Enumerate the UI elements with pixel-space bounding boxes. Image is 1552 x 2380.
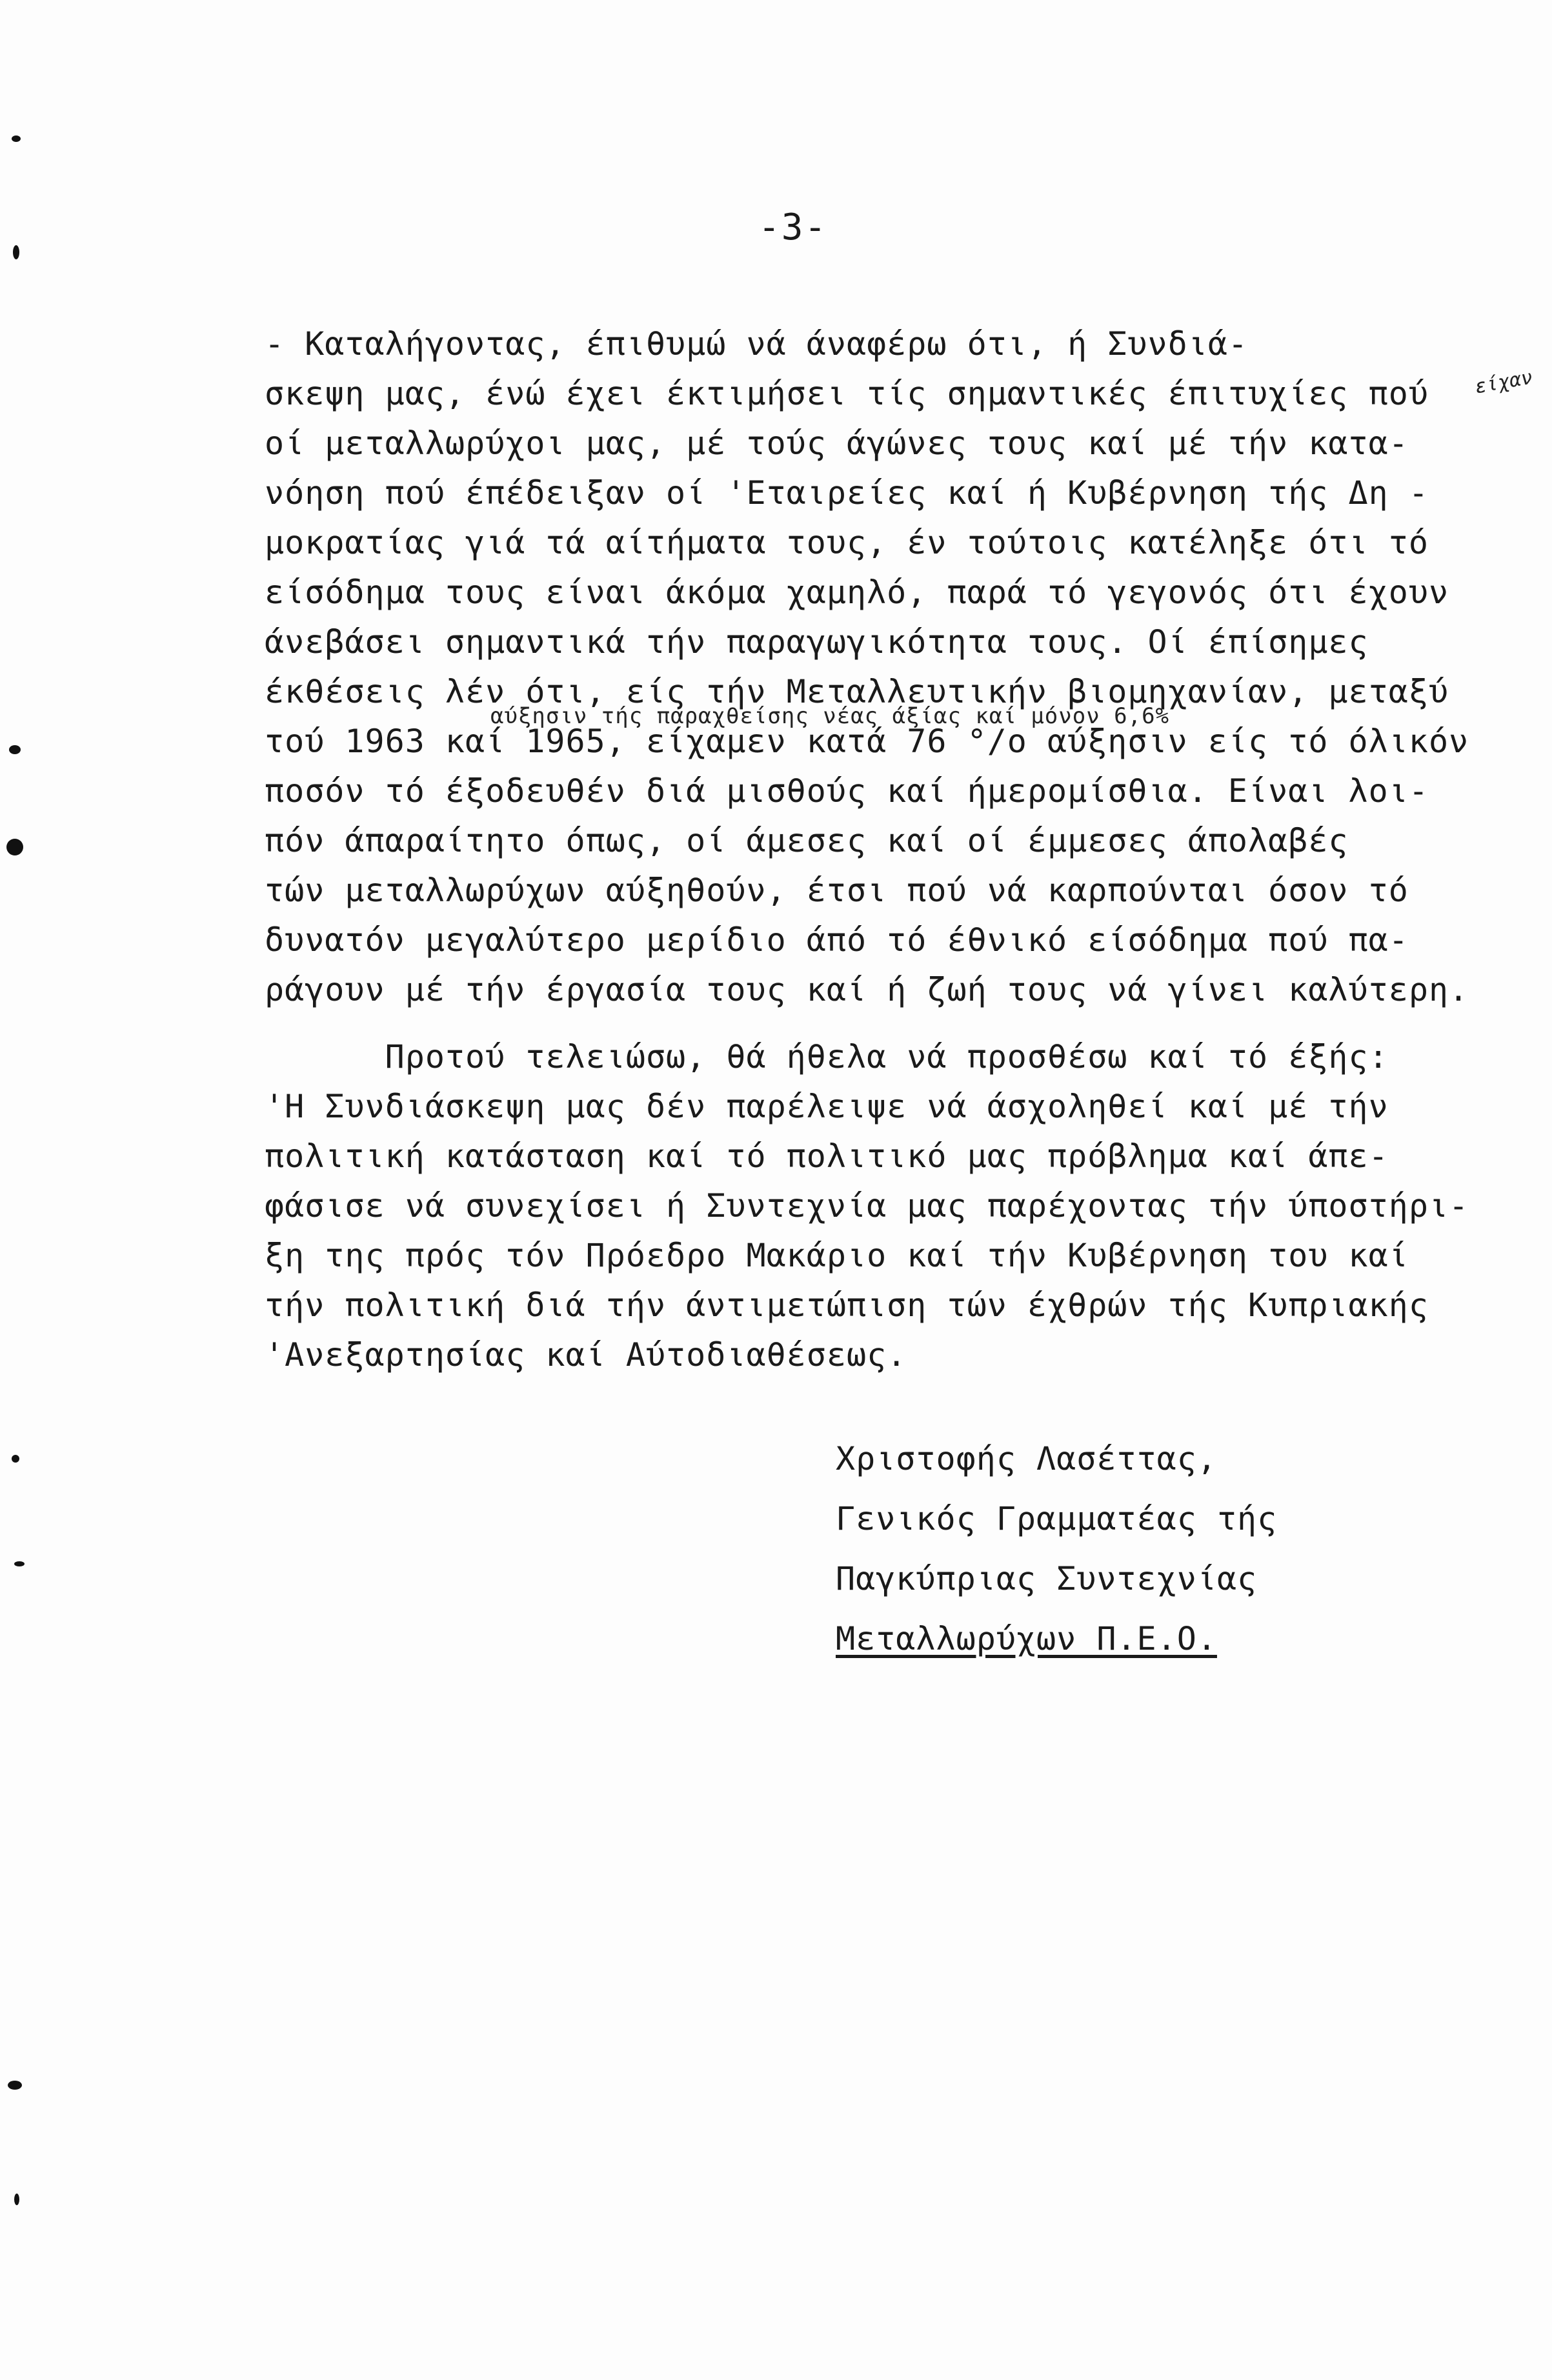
paragraph-line: τών μεταλλωρύχων αύξηθούν, έτσι πού νά καρπούνται όσον τό	[265, 872, 1409, 909]
scan-speck	[13, 245, 19, 259]
paragraph-line: φάσισε νά συνεχίσει ή Συντεχνία μας παρέχοντας τήν ύποστήρι-	[265, 1187, 1469, 1225]
paragraph-line: - Καταλήγοντας, έπιθυμώ νά άναφέρω ότι, ή Συνδιά-	[265, 325, 1249, 363]
paragraph-line: είσόδημα τους είναι άκόμα χαμηλό, παρά τό γεγονός ότι έχουν	[265, 574, 1449, 611]
signatory-title: Γενικός Γραμματέας τής	[836, 1500, 1278, 1537]
scan-speck	[9, 745, 21, 754]
paragraph-line: 'Ανεξαρτησίας καί Αύτοδιαθέσεως.	[265, 1336, 907, 1374]
interlinear-insertion: αύξησιν τής παραχθείσης νέας άξίας καί μόνον 6,6%	[490, 703, 1170, 729]
paragraph-line: Προτού τελειώσω, θά ήθελα νά προσθέσω καί τό έξής:	[265, 1038, 1389, 1075]
signatory-name: Χριστοφής Λασέττας,	[836, 1440, 1217, 1477]
scan-speck	[12, 1455, 19, 1463]
scan-speck	[14, 1561, 25, 1566]
paragraph-line: μοκρατίας γιά τά αίτήματα τους, έν τούτοις κατέληξε ότι τό	[265, 524, 1429, 561]
scan-speck	[8, 2081, 22, 2090]
paragraph-line: οί μεταλλωρύχοι μας, μέ τούς άγώνες τους καί μέ τήν κατα-	[265, 425, 1409, 462]
paragraph-line: πόν άπαραίτητο όπως, οί άμεσες καί οί έμμεσες άπολαβές	[265, 822, 1349, 859]
scan-speck	[6, 839, 23, 855]
paragraph-line: 'Η Συνδιάσκεψη μας δέν παρέλειψε νά άσχοληθεί καί μέ τήν	[265, 1088, 1389, 1125]
paragraph-line: τήν πολιτική διά τήν άντιμετώπιση τών έχθρών τής Κυπριακής	[265, 1286, 1429, 1324]
paragraph-line: τού 1963 καί 1965, είχαμεν κατά 76 °/ο αύξησιν είς τό όλικόν	[265, 723, 1469, 760]
scan-speck	[12, 135, 21, 142]
paragraph-1	[265, 319, 1491, 1015]
paragraph-line: ράγουν μέ τήν έργασία τους καί ή ζωή τους νά γίνει καλύτερη.	[265, 971, 1469, 1008]
signatory-union: Μεταλλωρύχων Π.Ε.Ο.	[836, 1620, 1217, 1657]
paragraph-line: άνεβάσει σημαντικά τήν παραγωγικότητα τους. Οί έπίσημες	[265, 623, 1369, 661]
paragraph-line: νόηση πού έπέδειξαν οί 'Εταιρείες καί ή Κυβέρνηση τής Δη -	[265, 474, 1429, 512]
signature-block	[836, 1429, 1277, 1669]
paragraph-line: δυνατόν μεγαλύτερο μερίδιο άπό τό έθνικό είσόδημα πού πα-	[265, 921, 1409, 959]
signatory-organization: Παγκύπριας Συντεχνίας	[836, 1560, 1258, 1597]
handwritten-margin-note: είχαν	[1473, 366, 1535, 399]
paragraph-line: έκθέσεις λέν ότι, είς τήν Μεταλλευτικήν βιομηχανίαν, μεταξύ	[265, 673, 1449, 710]
page-number: -3-	[758, 206, 828, 248]
paragraph-2	[265, 1032, 1491, 1380]
paragraph-line: πολιτική κατάσταση καί τό πολιτικό μας πρόβλημα καί άπε-	[265, 1137, 1389, 1175]
scan-speck	[14, 2194, 19, 2205]
paragraph-line: ξη της πρός τόν Πρόεδρο Μακάριο καί τήν Κυβέρνηση του καί	[265, 1237, 1409, 1274]
paragraph-line: ποσόν τό έξοδευθέν διά μισθούς καί ήμερομίσθια. Είναι λοι-	[265, 772, 1429, 810]
paragraph-line: σκεψη μας, ένώ έχει έκτιμήσει τίς σημαντικές έπιτυχίες πού	[265, 375, 1429, 412]
